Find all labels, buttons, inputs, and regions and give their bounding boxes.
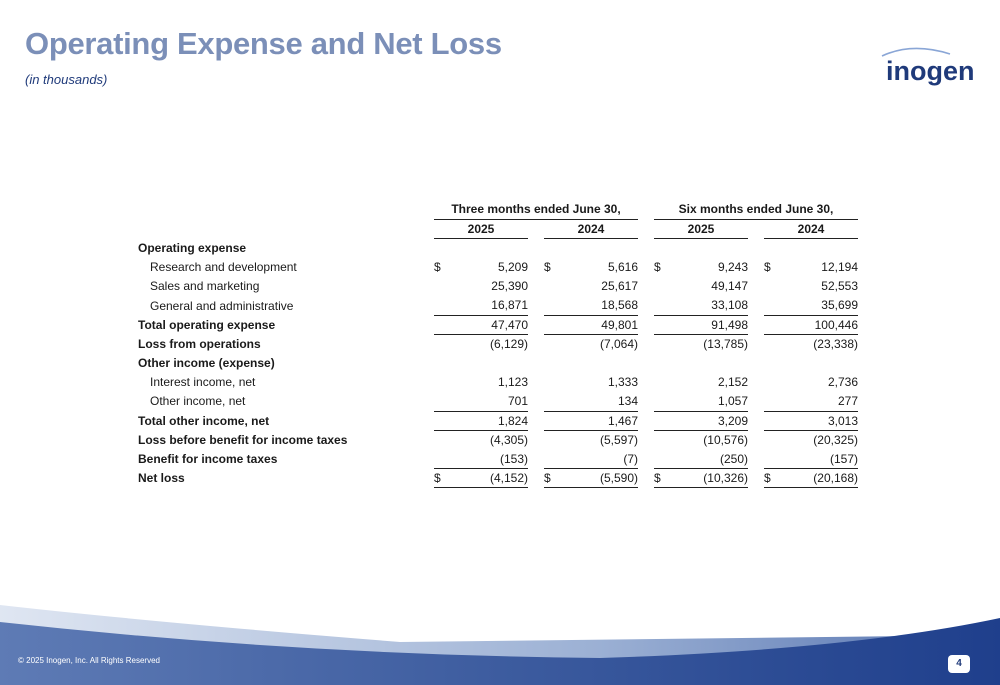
year-header: 2025	[434, 219, 528, 238]
cell-value: 25,617	[601, 279, 638, 294]
cell-value: (7,064)	[599, 337, 638, 352]
currency-symbol	[544, 430, 558, 449]
cell-value: (5,590)	[558, 469, 638, 488]
currency-symbol	[544, 334, 558, 353]
cell-value: 35,699	[778, 296, 858, 315]
currency-symbol	[434, 392, 448, 411]
table-row	[138, 354, 858, 373]
cell-value: 18,568	[558, 296, 638, 315]
financial-table	[138, 200, 858, 488]
cell-value: 1,057	[668, 392, 748, 411]
cell-value: 3,013	[778, 411, 858, 430]
table-row	[138, 430, 858, 449]
cell-value: 1,467	[558, 411, 638, 430]
currency-symbol	[434, 430, 448, 449]
cell-value: 3,209	[668, 411, 748, 430]
group-header-three-months: Three months ended June 30,	[434, 200, 638, 219]
cell-value	[778, 238, 858, 257]
cell-value	[448, 238, 528, 257]
year-header: 2024	[764, 219, 858, 238]
cell-value	[558, 238, 638, 257]
currency-symbol	[434, 449, 448, 468]
page-number: 4	[948, 655, 970, 673]
currency-symbol	[544, 315, 558, 334]
currency-symbol: $	[434, 469, 448, 488]
year-header: 2024	[544, 219, 638, 238]
cell-value: 5,616	[607, 260, 638, 275]
currency-symbol	[654, 449, 668, 468]
cell-value	[448, 354, 528, 373]
currency-symbol	[654, 334, 668, 353]
cell-value: 49,801	[558, 315, 638, 334]
cell-value: (10,576)	[703, 433, 748, 448]
currency-symbol	[654, 411, 668, 430]
table-row	[138, 411, 858, 430]
cell-value: 52,553	[821, 279, 858, 294]
table-row	[138, 469, 858, 488]
cell-value: (157)	[778, 449, 858, 468]
footer-wave	[0, 600, 1000, 685]
cell-value: 25,390	[491, 279, 528, 294]
cell-value: 5,209	[497, 260, 528, 275]
table-row	[138, 334, 858, 353]
cell-value: 91,498	[668, 315, 748, 334]
currency-symbol	[654, 296, 668, 315]
cell-value: (23,338)	[813, 337, 858, 352]
currency-symbol	[764, 315, 778, 334]
table-row	[138, 392, 858, 411]
row-label: Total operating expense	[138, 317, 276, 332]
currency-symbol	[544, 296, 558, 315]
copyright-text: © 2025 Inogen, Inc. All Rights Reserved	[18, 656, 160, 665]
table-row	[138, 315, 858, 334]
currency-symbol	[764, 373, 778, 392]
currency-symbol: $	[434, 260, 441, 275]
currency-symbol	[544, 277, 558, 296]
currency-symbol	[764, 449, 778, 468]
currency-symbol	[764, 277, 778, 296]
row-label: Net loss	[138, 471, 185, 486]
row-label: Other income, net	[150, 394, 246, 409]
currency-symbol	[654, 373, 668, 392]
cell-value: (5,597)	[599, 433, 638, 448]
table-row	[138, 258, 858, 277]
row-label: General and administrative	[150, 298, 294, 313]
currency-symbol	[654, 392, 668, 411]
table-row	[138, 238, 858, 257]
currency-symbol	[544, 354, 558, 373]
year-header-row	[138, 219, 858, 238]
currency-symbol	[434, 334, 448, 353]
currency-symbol	[764, 392, 778, 411]
currency-symbol	[654, 354, 668, 373]
page-title: Operating Expense and Net Loss	[25, 26, 502, 61]
cell-value: 277	[778, 392, 858, 411]
cell-value: 1,123	[497, 375, 528, 390]
cell-value	[668, 354, 748, 373]
year-header: 2025	[654, 219, 748, 238]
currency-symbol	[764, 411, 778, 430]
cell-value: 1,333	[607, 375, 638, 390]
cell-value: 49,147	[711, 279, 748, 294]
currency-symbol: $	[654, 260, 661, 275]
cell-value: (153)	[448, 449, 528, 468]
currency-symbol	[434, 277, 448, 296]
table-row	[138, 277, 858, 296]
page-subtitle: (in thousands)	[25, 72, 108, 87]
row-label: Loss before benefit for income taxes	[138, 432, 348, 447]
cell-value: (10,326)	[668, 469, 748, 488]
cell-value: (4,152)	[448, 469, 528, 488]
currency-symbol	[434, 296, 448, 315]
svg-text:inogen: inogen	[886, 56, 975, 86]
currency-symbol	[544, 373, 558, 392]
cell-value: 9,243	[717, 260, 748, 275]
row-label: Total other income, net	[138, 413, 270, 428]
currency-symbol	[764, 296, 778, 315]
cell-value: 100,446	[778, 315, 858, 334]
row-label: Research and development	[150, 260, 297, 275]
cell-value: 2,736	[827, 375, 858, 390]
currency-symbol	[544, 411, 558, 430]
group-header-six-months: Six months ended June 30,	[654, 200, 858, 219]
cell-value: 16,871	[448, 296, 528, 315]
row-label: Sales and marketing	[150, 279, 260, 294]
currency-symbol: $	[764, 260, 771, 275]
currency-symbol	[764, 430, 778, 449]
row-label: Benefit for income taxes	[138, 452, 278, 467]
cell-value	[668, 238, 748, 257]
cell-value	[778, 354, 858, 373]
cell-value: (6,129)	[489, 337, 528, 352]
currency-symbol	[764, 354, 778, 373]
currency-symbol	[434, 411, 448, 430]
cell-value: (20,325)	[813, 433, 858, 448]
row-label: Other income (expense)	[138, 356, 275, 371]
currency-symbol: $	[544, 260, 551, 275]
currency-symbol	[654, 238, 668, 257]
currency-symbol	[434, 238, 448, 257]
inogen-logo	[872, 44, 982, 88]
currency-symbol	[654, 430, 668, 449]
currency-symbol	[654, 315, 668, 334]
row-label: Operating expense	[138, 240, 247, 255]
currency-symbol	[544, 449, 558, 468]
currency-symbol	[764, 334, 778, 353]
cell-value: (13,785)	[703, 337, 748, 352]
cell-value: 701	[448, 392, 528, 411]
currency-symbol: $	[764, 469, 778, 488]
cell-value: 134	[558, 392, 638, 411]
currency-symbol	[654, 277, 668, 296]
currency-symbol: $	[654, 469, 668, 488]
currency-symbol	[764, 238, 778, 257]
currency-symbol	[434, 373, 448, 392]
table-row	[138, 449, 858, 468]
currency-symbol	[544, 392, 558, 411]
table-row	[138, 373, 858, 392]
currency-symbol: $	[544, 469, 558, 488]
cell-value: (20,168)	[778, 469, 858, 488]
currency-symbol	[434, 315, 448, 334]
row-label: Loss from operations	[138, 336, 261, 351]
cell-value: (7)	[558, 449, 638, 468]
cell-value: 47,470	[448, 315, 528, 334]
group-header-row	[138, 200, 858, 219]
currency-symbol	[544, 238, 558, 257]
cell-value: 33,108	[668, 296, 748, 315]
cell-value: (4,305)	[489, 433, 528, 448]
cell-value: 2,152	[717, 375, 748, 390]
table-row	[138, 296, 858, 315]
cell-value	[558, 354, 638, 373]
row-label: Interest income, net	[150, 375, 256, 390]
cell-value: (250)	[668, 449, 748, 468]
cell-value: 12,194	[821, 260, 858, 275]
currency-symbol	[434, 354, 448, 373]
cell-value: 1,824	[448, 411, 528, 430]
